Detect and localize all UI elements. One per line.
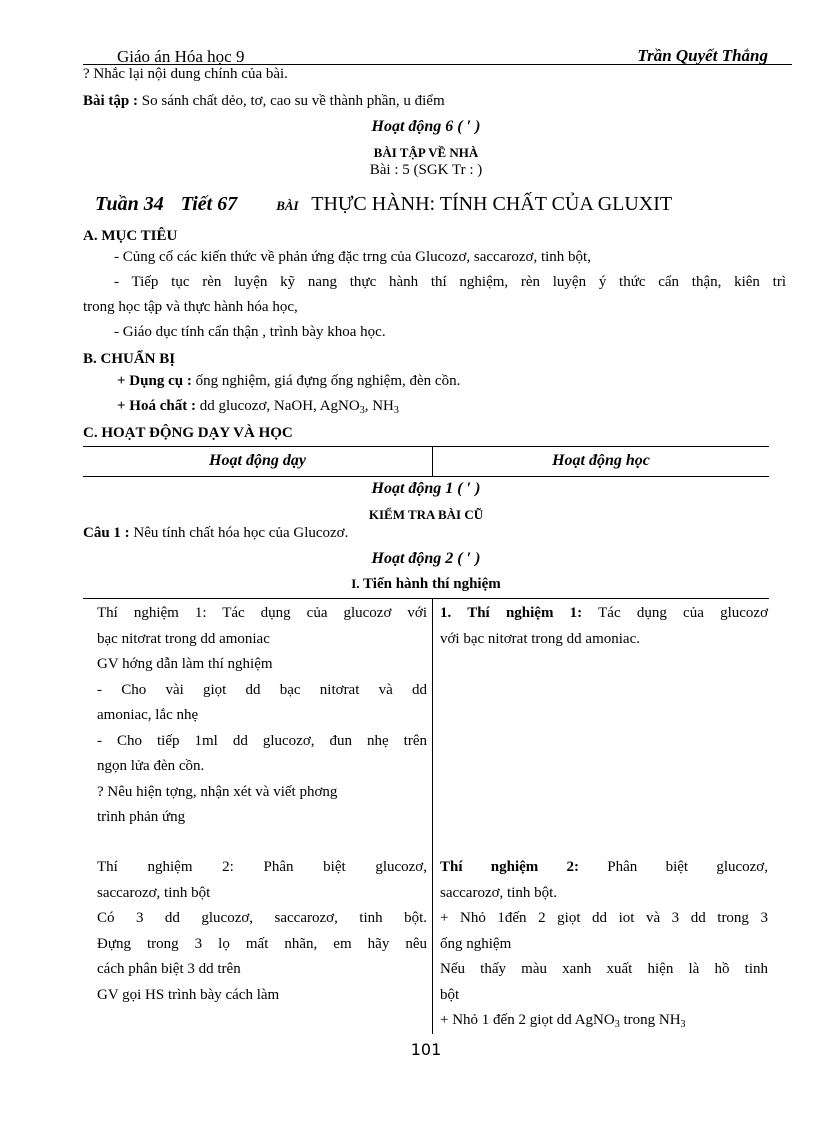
teacher-experiment-1: [97, 601, 427, 831]
doc-header-left: Giáo án Hóa học 9: [117, 47, 245, 66]
student-line: + Nhỏ 1đến 2 giọt dd iot và 3 dd trong 3: [440, 910, 768, 926]
agno3-text-a: + Nhỏ 1 đến 2 giọt dd AgNO: [440, 1012, 615, 1028]
section-c-title: C. HOẠT ĐỘNG DẠY VÀ HỌC: [83, 425, 293, 441]
teacher-line: ngọn lửa đèn cồn.: [97, 758, 205, 774]
part-title: Tiến hành thí nghiệm: [359, 576, 501, 592]
lesson-bai-label: BÀI: [276, 198, 299, 213]
student-line: Nếu thấy màu xanh xuất hiện là hồ tinh: [440, 961, 768, 977]
student-line: [440, 1008, 768, 1038]
objective-3: - Giáo dục tính cẩn thận , trình bày khoa học.: [114, 324, 386, 340]
period-label: Tiết 67: [180, 193, 238, 215]
table-rule-top: [83, 446, 769, 447]
table-divider-body: [432, 598, 433, 1034]
teacher-line: - Cho tiếp 1ml dd glucozơ, đun nhẹ trên: [97, 732, 427, 749]
table-rule-header: [83, 476, 769, 477]
exercise-text: So sánh chất dẻo, tơ, cao su về thành phần, u điểm: [138, 93, 445, 109]
activity-2-heading: Hoạt động 2 ( ′ ): [371, 550, 481, 567]
chemicals-sub-2: 3: [393, 405, 399, 416]
homework-text: Bài : 5 (SGK Tr : ): [369, 162, 483, 178]
exercise-label: Bài tập :: [83, 93, 139, 109]
teacher-line: GV gọi HS trình bày cách làm: [97, 986, 280, 1003]
section-b-title: B. CHUẨN BỊ: [83, 351, 176, 367]
student-line: ống nghiệm: [440, 935, 512, 952]
week-label: Tuần 34: [95, 193, 164, 215]
tools-line: [117, 373, 460, 390]
nh3-sub: 3: [680, 1019, 686, 1030]
exp1-bold-label: 1. Thí nghiệm 1:: [440, 605, 583, 621]
chemicals-line: [117, 398, 399, 416]
student-line: bột: [440, 986, 460, 1003]
col-header-teaching: Hoạt động dạy: [209, 452, 306, 469]
objective-2: - Tiếp tục rèn luyện kỹ nang thực hành thí nghiệm, rèn luyện ý thức cẩn thận, kiên trì: [114, 274, 786, 290]
exp2-bold-label: Thí nghiệm 2:: [440, 859, 580, 875]
page-number: 101: [410, 1040, 442, 1059]
homework-title: BÀI TẬP VỀ NHÀ: [373, 145, 479, 160]
teacher-line: ? Nêu hiện tợng, nhận xét và viết phơng: [97, 783, 338, 800]
teacher-line: bạc nitơrat trong dd amoniac: [97, 630, 270, 647]
doc-header-author: Trần Quyết Thắng: [637, 46, 768, 65]
agno3-sub: 3: [614, 1019, 620, 1030]
tools-label: + Dụng cụ :: [117, 373, 192, 389]
activity-1-heading: Hoạt động 1 ( ′ ): [371, 480, 481, 497]
chemicals-label: + Hoá chất :: [117, 398, 196, 414]
agno3-text-b: trong NH: [619, 1012, 681, 1028]
check-title: KIỂM TRA BÀI CŨ: [368, 507, 484, 522]
teacher-line: amoniac, lắc nhẹ: [97, 707, 199, 723]
objective-2-cont: trong học tập và thực hành hóa học,: [83, 299, 298, 315]
student-experiment-1: [440, 601, 768, 652]
col-header-learning: Hoạt động học: [552, 452, 650, 469]
question-1-line: [83, 525, 348, 542]
exp2-text: Phân biệt glucozơ,: [579, 859, 768, 875]
exercise-line: [83, 93, 445, 110]
teacher-experiment-2: [97, 855, 427, 1008]
question-1-label: Câu 1 :: [83, 525, 130, 541]
teacher-line: saccarozơ, tinh bột: [97, 884, 211, 901]
exp1-text: Tác dụng của glucozơ: [582, 605, 769, 621]
student-line: [440, 601, 768, 627]
section-a-title: A. MỤC TIÊU: [83, 228, 178, 244]
objective-1: - Củng cố các kiến thức về phản ứng đặc trng của Glucozơ, saccarozơ, tinh bột,: [114, 249, 591, 265]
table-rule-body: [83, 598, 769, 599]
student-line: [440, 855, 768, 881]
lesson-title: THỰC HÀNH: TÍNH CHẤT CỦA GLUXIT: [311, 193, 673, 215]
header-rule: [83, 64, 792, 65]
chemicals-sub-1: 3: [359, 405, 365, 416]
teacher-line: Thí nghiệm 2: Phân biệt glucozơ,: [97, 859, 427, 875]
teacher-line: trình phản ứng: [97, 809, 186, 825]
chemicals-text-a: dd glucozơ, NaOH, AgNO: [195, 398, 360, 414]
chemicals-text-b: , NH: [364, 398, 394, 414]
teacher-line: - Cho vài giọt dd bạc nitơrat và dd: [97, 681, 427, 698]
lesson-heading: [95, 193, 672, 216]
tools-text: ống nghiệm, giá đựng ống nghiệm, đèn cồn.: [191, 373, 461, 389]
student-line: saccarozơ, tinh bột.: [440, 884, 558, 901]
teacher-line: Thí nghiệm 1: Tác dụng của glucozơ với: [97, 605, 427, 621]
question-1-text: Nêu tính chất hóa học của Glucozơ.: [129, 525, 349, 541]
teacher-line: Có 3 dd glucozơ, saccarozơ, tinh bột.: [97, 910, 427, 926]
part-heading: [83, 576, 769, 593]
student-line: với bạc nitơrat trong dd amoniac.: [440, 630, 640, 647]
review-question: ? Nhắc lại nội dung chính của bài.: [83, 66, 288, 82]
teacher-line: GV hớng dẫn làm thí nghiệm: [97, 656, 273, 672]
teacher-line: Đựng trong 3 lọ mất nhãn, em hãy nêu: [97, 935, 427, 952]
part-number: I.: [351, 576, 360, 591]
student-experiment-2: [440, 855, 768, 1038]
activity-6-heading: Hoạt động 6 ( ′ ): [371, 118, 481, 135]
teacher-line: cách phân biệt 3 dd trên: [97, 961, 241, 977]
